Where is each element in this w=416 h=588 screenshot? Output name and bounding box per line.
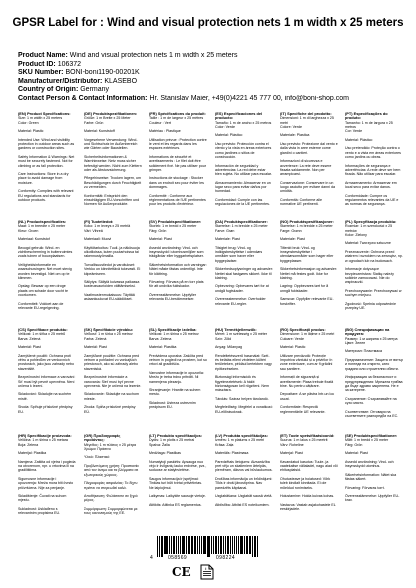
- spec-text: Izmērs: 1 m platums x 25 metri Krāsa: Zaļa Materiāls: Plastmasa Paredzētais lietojums: Aizsardzība pret vēju un skatieniem ārtelpās, piemēram, dārzos vai būvlaukumos. Drošības informācija un brīdinājumi: Tīkls ir droši jānostiprina. Nav paredzēts kāpšanai. Uzglabāšana: Uzglabāt sausā vietā. Atbilstība: Atbilst ES noteikumiem.: [215, 438, 273, 507]
- barcode-bar: [246, 536, 248, 554]
- barcode-bar: [186, 536, 187, 554]
- svg-text:i: i: [205, 566, 207, 571]
- spec-column: [149, 434, 207, 532]
- spec-heading: (SE) Produktspecifikationer:: [345, 434, 398, 438]
- barcode-bar: [159, 536, 160, 557]
- barcode-bar: [250, 536, 251, 554]
- barcode-bar: [215, 536, 217, 554]
- info-row: [18, 52, 408, 61]
- spec-column: [215, 328, 273, 430]
- spec-column: [18, 112, 76, 216]
- barcode-bar: [252, 536, 253, 557]
- spec-heading: (DE) Produktspezifikationen:: [84, 112, 138, 116]
- spec-column: [84, 434, 142, 532]
- barcode-bar: [213, 536, 214, 554]
- spec-text: Velikost: 1 m širina x 25 metrov Barva: Zelena Material: Plastika Predvidena uporaba: Zaščita pred vetrom in pogledi na prostem, kot so vrtovi ali gradbišča. Varnostne informacije in opozorila: Mrežo je treba trdno pritrditi. Ni namenjena plezanju. Shranjevanje: Hranite na suhem mestu. Skladnost: Ustreza ustreznim predpisom EU.: [149, 332, 207, 410]
- spec-text: Méret: 1 m szélesség x 25 méter Szín: Zöld Anyag: Műanyag Rendeltetésszerű használat: Szél- és belátás elleni védelem kültéri területeken, például kertekben vagy építkezéseken. Biztonsági információk és figyelmeztetések: A hálót biztonságosan kell rögzíteni. Nem mászásra. Tárolás: Száraz helyen tárolandó. Megfelelőség: Megfelel a vonatkozó EU-előírásoknak.: [215, 332, 273, 414]
- barcode-bar: [207, 536, 208, 557]
- info-value: 106372: [57, 60, 82, 68]
- spec-column: [280, 112, 338, 216]
- barcode-bar: [169, 536, 170, 554]
- barcode-bar: [227, 536, 229, 554]
- info-key: Contact Person & Contact Information:: [18, 94, 148, 102]
- spec-text: Taille : 1 m de largeur x 25 mètres Couleur : Vert Matériau : Plastique Utilisation prévue : Protection contre le vent et les regards dans les espaces extérieurs. Informations de sécurité et avertissements : Le filet doit être solidement fixé. Ne pas utiliser pour grimper. Instructions de stockage : Stocker dans un endroit sec pour éviter les dommages. Conformité : Conforme aux réglementations de l'UE pertinentes pour les produits d'extérieur.: [149, 116, 207, 207]
- barcode-right-digits: 098224: [216, 555, 236, 561]
- barcode-bar: [218, 536, 219, 554]
- barcode-bar: [208, 536, 210, 557]
- barcode-bar: [225, 536, 226, 554]
- spec-heading: (SK) Špecifikácie výrobku:: [84, 328, 134, 332]
- spec-text: Velikost: 1 m šířka x 25 metrů Barva: Zelená Materiál: Plast Zamýšlené použití: Ochrana proti větru a pohledům ve venkovních prostorách, jako jsou zahrady nebo staveniště. Bezpečnostní informace a varování: Síť musí být pevně upevněna. Není určena k lezení. Skladování: Skladujte na suchém místě. Shoda: Splňuje příslušné předpisy EU.: [18, 332, 76, 414]
- spec-text: Size: 1 m width x 25 meters Color: Green Material: Plastic Intended Use: Wind and visibility protection in outdoor areas such as gardens or construction sites. Safety Information & Warnings: Net must be securely fastened. Not for climbing or as fall protection. Care Instructions: Store in a dry place to avoid damage from moisture. Conformity: Complies with relevant EU regulations and standards for outdoor products.: [18, 116, 75, 202]
- info-value: BONI-boni1190-00201K: [65, 69, 140, 77]
- barcode-bar: [236, 536, 237, 554]
- barcode-bar: [211, 536, 212, 554]
- product-info: [18, 52, 408, 104]
- barcode-bar: [171, 536, 172, 554]
- spec-text: Maat: 1 m breedte x 25 meter Kleur: Groen Materiaal: Kunststof Beoogd gebruik: Wind- en zichtbescherming in buitenruimtes zoals tuinen of bouwplaatsen. Veiligheidsinformatie en waarschuwingen: Net moet stevig worden bevestigd. Niet om op te klimmen. Opslag: Bewaar op een droge plaats om schade door vocht te voorkomen. Conformiteit: Voldoet aan de relevante EU-regelgeving.: [18, 224, 73, 310]
- barcode-bar: [164, 536, 165, 554]
- spec-heading: (NL) Productspecificaties:: [18, 220, 67, 224]
- info-key: Country of Origin:: [18, 86, 79, 94]
- barcode-bar: [230, 536, 231, 554]
- info-row: [18, 95, 408, 104]
- spec-text: Størrelse: 1 m bredde x 25 meter Farve: Grøn Materiale: Plast Tilsigtet brug: Vind- og indkigsbeskyttelse i udendørs områder som haver eller byggepladser. Sikkerhedsoplysninger og advarsler: Nettet skal fastgøres sikkert. Ikke til klatring. Opbevaring: Opbevares tørt for at undgå fugtskader. Overensstemmelse: Overholder relevante EU-regler.: [215, 224, 273, 306]
- spec-heading: (GR) Προδιαγραφές προϊόντος:: [84, 434, 121, 443]
- spec-heading: (ES) Especificaciones del producto:: [215, 112, 263, 121]
- spec-text: Veličina: 1 m širina x 25 metara Boja: Zelena Materijal: Plastika Namjena: Zaštita od vjetra i pogleda na otvorenom, npr. u vrtovima ili na gradilištima. Sigurnosne informacije i upozorenja: Mreža mora biti čvrsto pričvršćena. Nije za penjanje. Skladištenje: Čuvati na suhom mjestu. Sukladnost: Usklađeno s relevantnim propisima EU.: [18, 438, 76, 516]
- spec-text: Koko: 1 m leveys x 25 metriä Väri: Vihreä Materiaali: Muovi Käyttötarkoitus: Tuuli- ja näkösuoja ulkotiloissa, kuten puutarhoissa tai rakennustyömailla. Turvallisuustiedot ja varoitukset: Verkko on kiinnitettävä tukevasti. Ei kiipeämiseen. Säilytys: Säilytä kuivassa paikassa kosteusvaurioiden välttämiseksi. Vaatimustenmukaisuus: Täyttää asiaankuuluvat EU-säädökset.: [84, 224, 141, 302]
- info-key: Manufacturer/Distributor:: [18, 77, 103, 85]
- spec-heading: (PT) Especificações do produto:: [345, 112, 388, 121]
- spec-column: [149, 112, 207, 216]
- spec-text: Dimensiune: 1 m lățime x 25 metri Culoare: Verde Material: Plastic Utilizare prevăzută: Protecție împotriva vântului și a privirilor în zone exterioare, cum ar fi grădini sau șantiere. Informații de siguranță și avertismente: Plasa trebuie fixată bine. Nu pentru cățărare. Depozitare: A se păstra într-un loc uscat. Conformitate: Respectă reglementările UE relevante.: [280, 332, 335, 414]
- barcode-bar: [194, 536, 196, 554]
- spec-text: Størrelse: 1 m bredde x 25 meter Farge: Grønn Materiale: Plast Tiltenkt bruk: Vind- og innsynsbeskyttelse i utendørsområder som hager eller byggeplasser. Sikkerhetsinformasjon og advarsler: Nettet må festes godt. Ikke for klatring. Lagring: Oppbevares tørt for å unngå fuktskader. Samsvar: Oppfyller relevante EU-forskrifter.: [280, 224, 338, 306]
- barcode-bar: [165, 536, 168, 554]
- spec-heading: (BG) Спецификации на продукта:: [345, 328, 390, 337]
- spec-text: Veľkosť: 1 m šírka x 25 metrov Farba: Zelená Materiál: Plast Zamýšľané použitie: Ochrana pred vetrom a pohľadmi vo vonkajších priestoroch, ako sú záhrady alebo staveniská. Bezpečnostné informácie a varovania: Sieť musí byť pevne upevnená. Nie je určená na lezenie. Skladovanie: Skladujte na suchom mieste. Zhoda: Spĺňa príslušné predpisy EÚ.: [84, 332, 142, 414]
- barcode-bar: [197, 536, 198, 554]
- spec-text: Dimensioni: 1 m di larghezza x 25 metri Colore: Verde Materiale: Plastica Uso previsto: Protezione dal vento e dalla vista in aree esterne come giardini o cantieri. Informazioni di sicurezza e avvertenze: La rete deve essere fissata saldamente. Non per arrampicarsi. Conservazione: Conservare in un luogo asciutto per evitare danni da umidità. Conformità: Conforme alle normative UE pertinenti.: [280, 116, 338, 207]
- barcode-bar: [203, 536, 206, 554]
- spec-text: Tamaño: 1 m de ancho x 25 metros Color: Verde Material: Plástico Uso previsto: Protección contra el viento y la vista en áreas exteriores como jardines o sitios de construcción. Información de seguridad y advertencias: La red debe estar bien sujeta. No utilizar para escalar. Almacenamiento: Almacenar en un lugar seco para evitar daños por humedad. Conformidad: Cumple con las regulaciones de la UE pertinentes.: [215, 120, 272, 207]
- spec-column: [215, 112, 273, 216]
- barcode-bar: [188, 536, 190, 554]
- spec-heading: (HR) Specifikacije proizvoda:: [18, 434, 72, 438]
- spec-section: [18, 328, 402, 430]
- barcode-bar: [176, 536, 178, 554]
- barcode-bar: [244, 536, 245, 554]
- info-key: Product ID:: [18, 60, 56, 68]
- barcode-bars: [157, 536, 259, 554]
- info-value: Hr. Stanislav Maier, +49(0)4221 45 777 00, info@boni-shop.com: [149, 94, 349, 102]
- barcode-bar: [240, 536, 243, 554]
- info-row: [18, 86, 408, 95]
- spec-column: [280, 220, 338, 324]
- spec-column: [280, 328, 338, 430]
- spec-column: [345, 220, 403, 324]
- spec-heading: (NO) Produktspesifikasjoner:: [280, 220, 334, 224]
- manual-document-icon: [200, 564, 214, 580]
- barcode-bar: [238, 536, 239, 554]
- spec-heading: (CS) Specifikace produktu:: [18, 328, 68, 332]
- ean-barcode: [150, 536, 266, 561]
- spec-heading: (LV) Produkta specifikācijas:: [215, 434, 268, 438]
- barcode-bar: [173, 536, 175, 554]
- spec-column: [345, 328, 403, 430]
- spec-heading: (LT) Produkto specifikacijos:: [149, 434, 203, 438]
- spec-heading: (ET) Toote spetsifikatsioonid:: [280, 434, 335, 438]
- spec-text: Größe: 1 m Breite x 25 Meter Farbe: Grün Material: Kunststoff Vorgesehene Verwendung: Wind- und Sichtschutz im Außenbereich wie Gärten oder Baustellen. Sicherheitsinformationen & Warnhinweise: Netz muss sicher befestigt werden. Nicht zum Klettern oder als Absturzsicherung. Pflegehinweise: Trocken lagern, um Beschädigungen durch Feuchtigkeit zu vermeiden. Konformität: Entspricht den einschlägigen EU-Vorschriften und Normen für Außenprodukte.: [84, 116, 142, 207]
- spec-heading: (FR) Spécifications du produit:: [149, 112, 206, 116]
- barcode-bar: [182, 536, 185, 554]
- spec-column: [18, 220, 76, 324]
- barcode-bar: [223, 536, 224, 554]
- spec-text: Tamanho: 1 m de largura x 25 metros Cor: Verde Material: Plástico Uso pretendido: Proteção contra o vento e a vista em áreas exteriores como jardins ou obras. Informações de segurança e advertências: A rede deve ser bem fixada. Não utilizar para escalar. Armazenamento: Armazenar em local seco para evitar danos. Conformidade: Cumpre os regulamentos relevantes da UE e as normas de segurança.: [345, 120, 401, 207]
- spec-heading: (DA) Produktspecifikationer:: [215, 220, 268, 224]
- spec-heading: (PL) Specyfikacja produktu:: [345, 220, 397, 224]
- spec-heading: (FI) Tuotetiedot:: [84, 220, 114, 224]
- barcode-bar: [220, 536, 223, 554]
- barcode-bar: [232, 536, 233, 554]
- spec-heading: (RO) Specificații produs:: [280, 328, 326, 332]
- spec-column: [149, 220, 207, 324]
- spec-section: [18, 220, 402, 324]
- barcode-bar: [178, 536, 179, 554]
- info-value: KLASEBO: [104, 77, 138, 85]
- spec-text: Dydis: 1 m plotis x 25 metrai Spalva: Žalia Medžiaga: Plastikas Numatytoji paskirtis: Apsauga nuo vėjo ir žvilgsnių lauko erdvėse, pvz., soduose ar statybvietėse. Saugos informacija ir įspėjimai: Tinklas turi būti tvirtai pritvirtintas. Ne laipiojimui. Laikymas: Laikykite sausoje vietoje. Atitiktis: Atitinka ES reglamentus.: [149, 438, 207, 507]
- barcode-lead-digit: 4: [150, 555, 154, 561]
- barcode-bar: [201, 536, 202, 554]
- barcode-bar: [254, 536, 256, 557]
- spec-text: Размер: 1 м ширина x 25 метра Цвят: Зелен Материал: Пластмаса Предназначение: Защита от вятър и погледи на открито, като градини или строителни обекти. Информация за безопасност и предупреждения: Мрежата трябва да бъде здраво закрепена. Не е за катерене. Съхранение: Съхранявайте на сухо място. Съответствие: Отговаря на съответните разпоредби на ЕС.: [345, 336, 403, 418]
- spec-text: Suurus: 1 m laius x 25 meetrit Värv: Roheline Materjal: Plast Kavandatud kasutus: Tuule- ja vaatekaitse välialadel, nagu aiad või ehitusplatsid. Ohutusteave ja hoiatused: Võrk tuleb kindlalt kinnitada. Ei ole mõeldud ronimiseks. Hoiustamine: Hoida kuivas kohas. Vastavus: Vastab asjakohastele EL eeskirjadele.: [280, 438, 338, 512]
- spec-section: [18, 112, 402, 216]
- barcode-bar: [180, 536, 181, 554]
- barcode-bar: [157, 536, 158, 557]
- barcode-bar: [249, 536, 250, 554]
- info-value: Germany: [80, 86, 110, 94]
- barcode-bar: [199, 536, 200, 554]
- spec-text: Storlek: 1 m bredd x 25 meter Färg: Grön Material: Plast Avsedd användning: Vind- och insynsskydd i utomhusmiljöer som trädgårdar eller byggarbetsplatser. Säkerhetsinformation och varningar: Nätet måste fästas ordentligt. Inte för klättring. Förvaring: Förvara på en torr plats för att undvika fuktskador. Överensstämmelse: Uppfyller relevanta EU-bestämmelser.: [149, 224, 207, 302]
- spec-column: [84, 220, 142, 324]
- spec-column: [149, 328, 207, 430]
- spec-column: [84, 328, 142, 430]
- barcode-bar: [257, 536, 258, 557]
- spec-heading: (SV) Produktspecifikationer:: [149, 220, 202, 224]
- spec-text: Mått: 1 m bredd x 25 meter Färg: Grön Material: Plast Avsedd användning: Vind- och insynsskydd utomhus. Säkerhetsinformation: Nätet ska fästas säkert. Förvaring: Förvaras torrt. Överensstämmelse: Uppfyller EU-krav.: [345, 438, 400, 503]
- spec-column: [84, 112, 142, 216]
- spec-column: [215, 434, 273, 532]
- ce-mark-icon: CE: [172, 565, 191, 579]
- info-key: Product Name:: [18, 52, 68, 59]
- spec-text: Rozmiar: 1 m szerokości x 25 metrów Kolor: Zielony Materiał: Tworzywo sztuczne Przeznaczenie: Ochrona przed wiatrem i wzrokiem na zewnątrz, np. w ogrodach lub na budowach. Informacje dotyczące bezpieczeństwa: Siatkę należy solidnie zamocować. Nie do wspinaczki. Przechowywanie: Przechowywać w suchym miejscu. Zgodność: Spełnia odpowiednie przepisy UE.: [345, 224, 403, 310]
- spec-heading: (SL) Specifikacije izdelka:: [149, 328, 197, 332]
- info-row: [18, 78, 408, 87]
- spec-heading: (EN) Product Specifications:: [18, 112, 71, 116]
- spec-column: [345, 112, 403, 216]
- spec-heading: (HU) Termékjellemzők:: [215, 328, 257, 332]
- spec-column: [18, 434, 76, 532]
- label-title: GPSR Label for : Wind and visual protection nets 1 m width x 25 meters: [12, 17, 404, 29]
- spec-column: [18, 328, 76, 430]
- barcode-bar: [161, 536, 163, 557]
- spec-heading: (IT) Specifiche del prodotto:: [280, 112, 332, 116]
- info-value: Wind and visual protection nets 1 m width x 25 meters: [69, 52, 238, 59]
- barcode-left-digits: 058569: [168, 555, 188, 561]
- info-row: [18, 69, 408, 78]
- info-row: [18, 61, 408, 70]
- spec-section: [18, 434, 402, 532]
- spec-column: [215, 220, 273, 324]
- barcode-bar: [191, 536, 192, 554]
- spec-text: Μέγεθος: 1 m πλάτος x 25 μέτρα Χρώμα: Πράσινο Υλικό: Πλαστικό Προβλεπόμενη χρήση: Προστασία από τον άνεμο και τα βλέμματα σε εξωτερικούς χώρους. Πληροφορίες ασφαλείας: Το δίχτυ πρέπει να στερεωθεί καλά. Αποθήκευση: Φυλάσσετε σε ξηρό μέρος. Συμμόρφωση: Συμμορφώνεται με τους κανονισμούς της ΕΕ.: [84, 442, 139, 516]
- info-key: SKU Number:: [18, 69, 64, 77]
- spec-column: [280, 434, 338, 532]
- barcode-bar: [234, 536, 236, 554]
- barcode-bar: [192, 536, 193, 554]
- spec-column: [345, 434, 403, 532]
